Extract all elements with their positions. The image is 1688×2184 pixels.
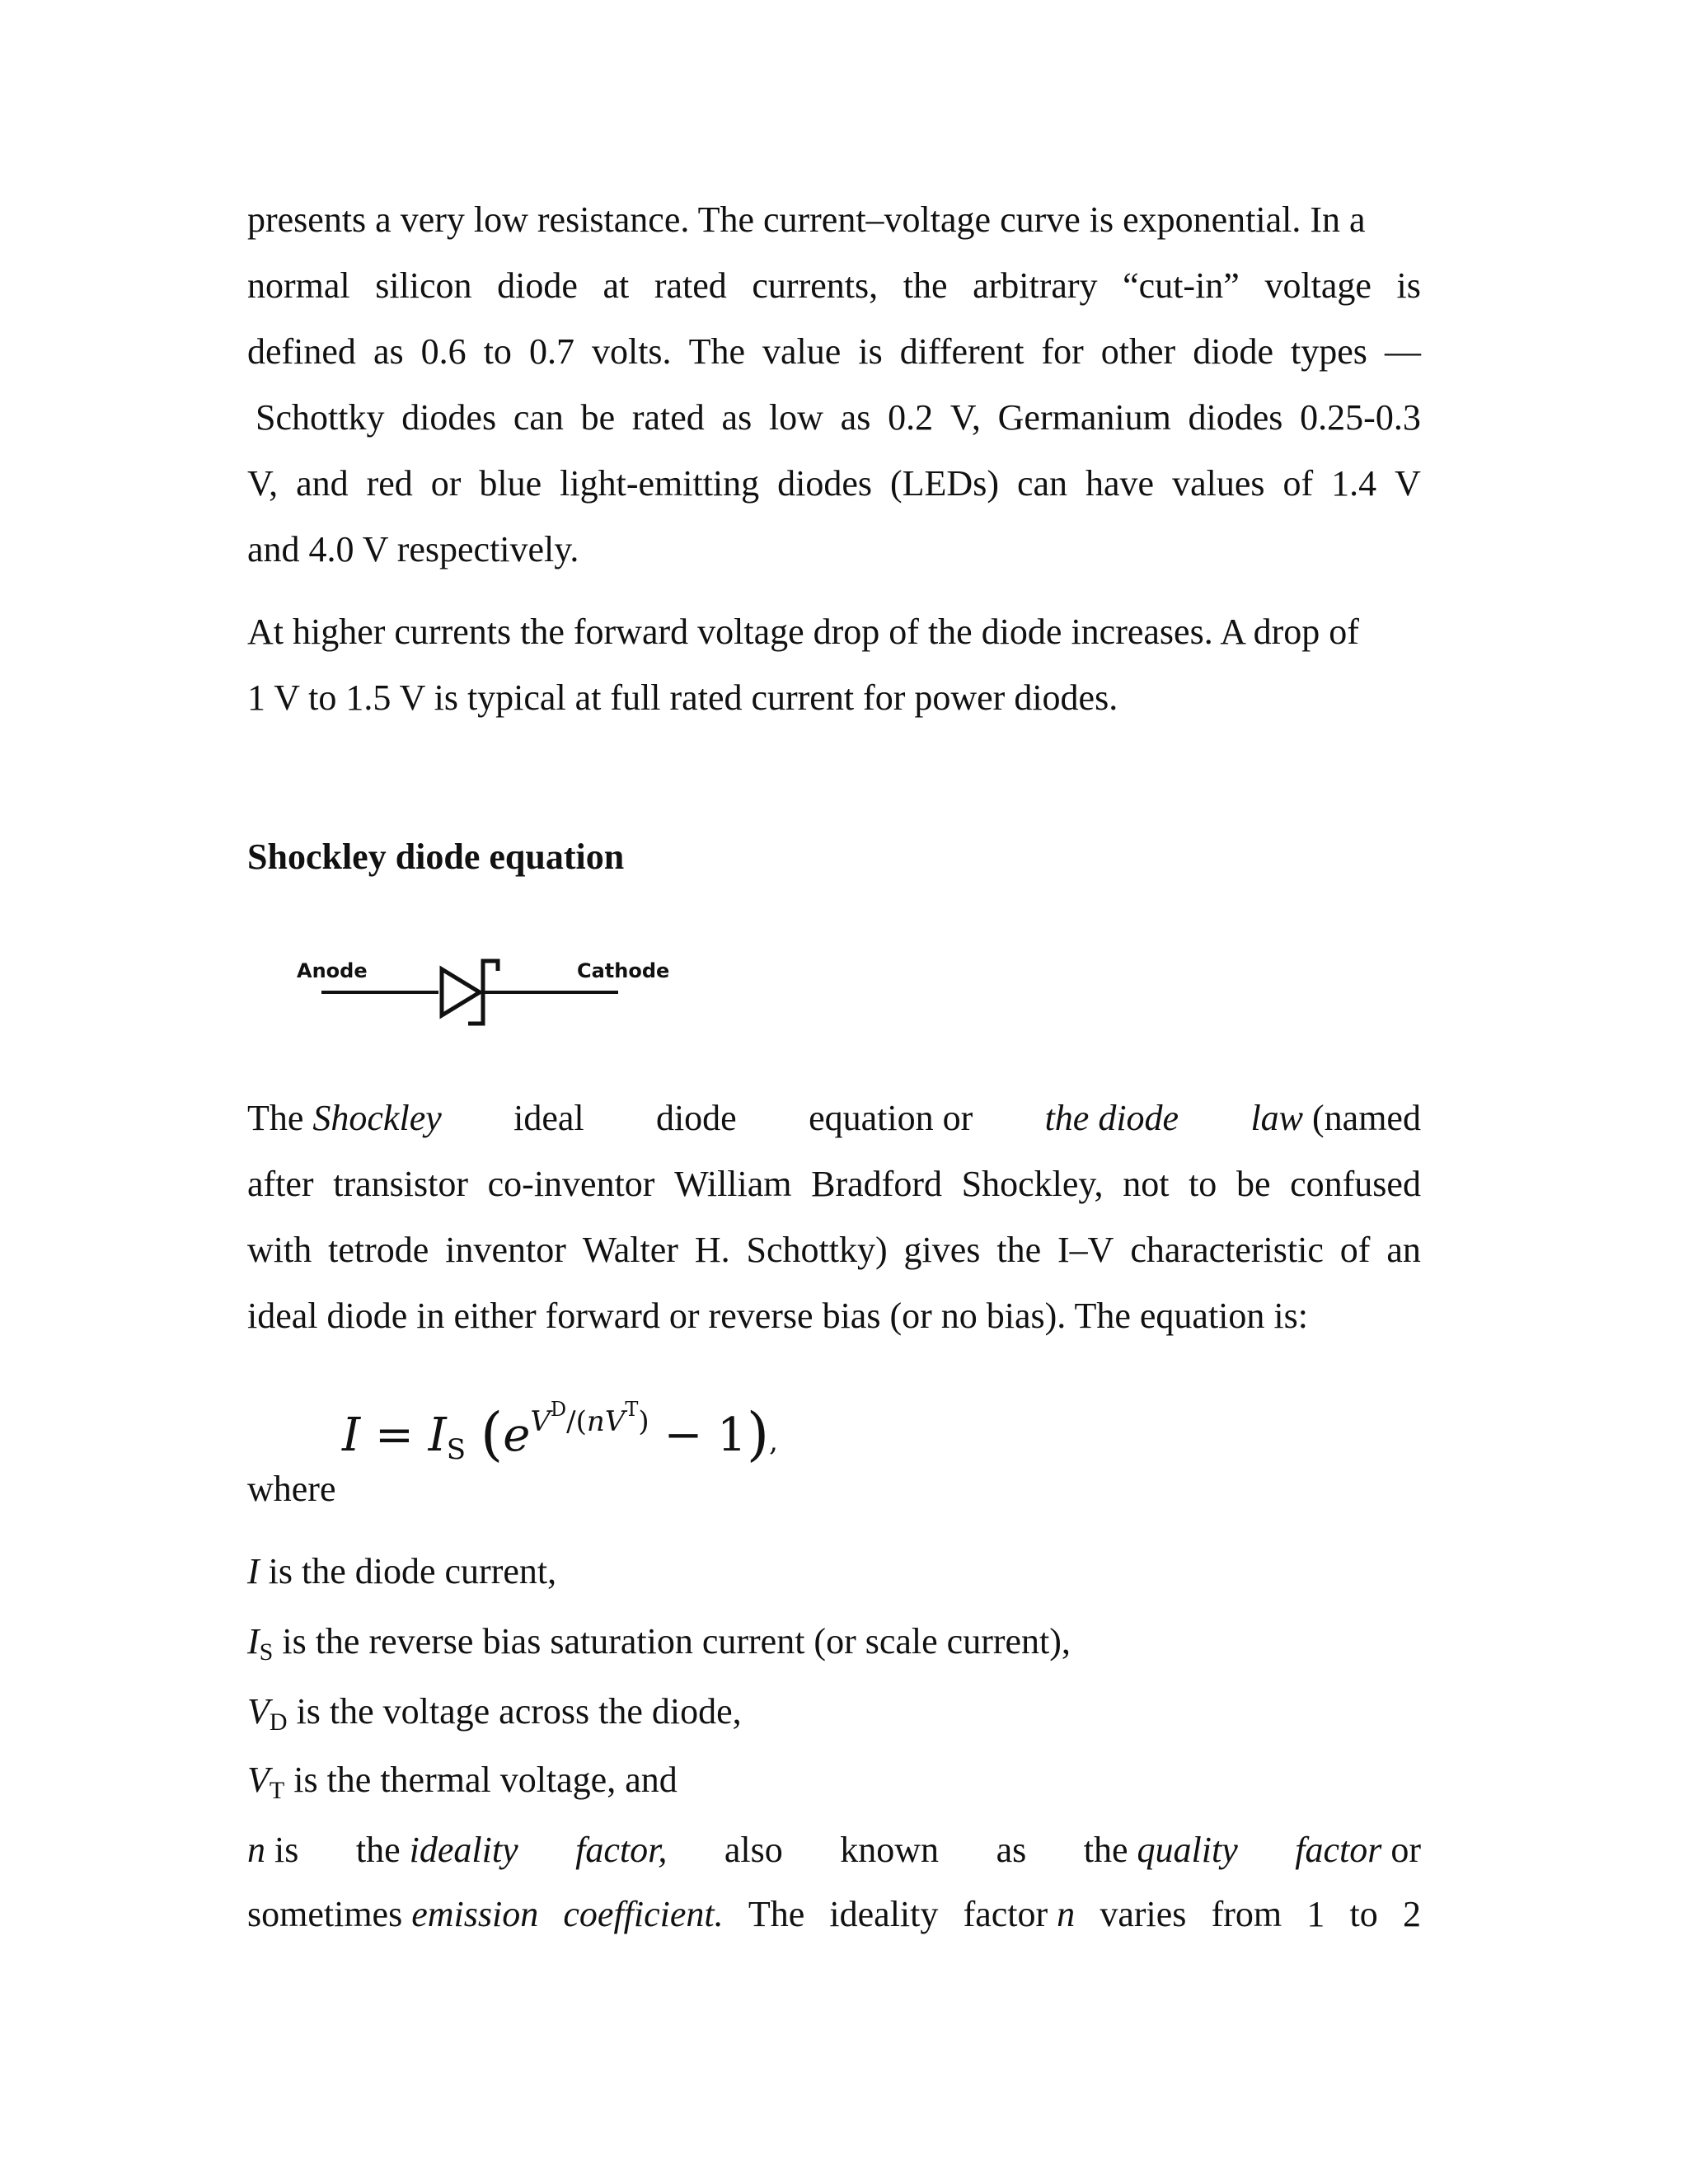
word: transistor — [333, 1164, 468, 1204]
word: 0.6 — [420, 331, 467, 372]
eq-exp-v: V — [530, 1405, 551, 1438]
word: be — [580, 397, 616, 438]
word: of — [1339, 1230, 1371, 1270]
word: the — [355, 1830, 401, 1870]
word-shockley: Shockley — [312, 1098, 442, 1138]
word: 0.7 — [528, 331, 574, 372]
def-vt-symbol: V — [247, 1760, 270, 1800]
word: rated — [631, 397, 705, 438]
word: also — [724, 1830, 783, 1870]
word: Schottky — [256, 397, 385, 438]
eq-exp-n: n — [586, 1405, 605, 1438]
word: different — [899, 331, 1025, 372]
word: confused — [1290, 1164, 1421, 1204]
def-vt-text: is the thermal voltage, and — [284, 1760, 678, 1800]
word: factor — [963, 1894, 1048, 1934]
word: to — [1189, 1164, 1217, 1204]
eq-right-paren: ) — [746, 1400, 770, 1468]
def-i-text: is the diode current, — [259, 1551, 557, 1591]
last-line — [247, 1890, 1421, 1939]
eq-minus-one: − 1 — [649, 1408, 747, 1462]
word: diode — [497, 265, 578, 306]
word: H. — [694, 1230, 730, 1270]
word: (named — [1312, 1098, 1421, 1138]
paragraph1-line5 — [247, 459, 1421, 509]
word: The — [748, 1894, 805, 1934]
paragraph3-line2 — [247, 1160, 1421, 1209]
word: currents, — [752, 265, 879, 306]
word: an — [1386, 1230, 1421, 1270]
definition-n-line — [247, 1825, 1421, 1875]
word: and — [296, 463, 349, 504]
word: ideality — [829, 1894, 939, 1934]
word: Germanium — [997, 397, 1171, 438]
word: to — [1349, 1894, 1378, 1934]
word: William — [674, 1164, 792, 1204]
word: types — [1291, 331, 1367, 372]
word: not — [1123, 1164, 1170, 1204]
word: V — [1395, 463, 1421, 504]
word-the-diode: the diode — [1044, 1098, 1179, 1138]
paragraph3-line4: ideal diode in either forward or reverse bias (or no bias). The equation is: — [247, 1296, 1308, 1336]
definition-vd — [247, 1687, 1421, 1736]
word: The — [688, 331, 745, 372]
word: Schottky) — [746, 1230, 888, 1270]
word: arbitrary — [973, 265, 1098, 306]
word: Bradford — [811, 1164, 942, 1204]
word: low — [768, 397, 823, 438]
word: characteristic — [1130, 1230, 1324, 1270]
word: can — [513, 397, 564, 438]
paragraph2-line2: 1 V to 1.5 V is typical at full rated current for power diodes. — [247, 677, 1118, 718]
word: V, — [247, 463, 279, 504]
word: 0.25-0.3 — [1300, 397, 1421, 438]
word: equation or — [809, 1098, 973, 1138]
word-coefficient: coefficient. — [563, 1894, 724, 1934]
word: to — [483, 331, 512, 372]
word: from — [1211, 1894, 1282, 1934]
word: is — [274, 1830, 299, 1870]
paragraph1-line2 — [247, 261, 1421, 311]
word: blue — [479, 463, 542, 504]
eq-exp-vt-sub: T — [625, 1398, 639, 1421]
eq-exp-vt: V — [604, 1405, 626, 1438]
word: co-inventor — [487, 1164, 655, 1204]
word: be — [1236, 1164, 1271, 1204]
word: diode — [1193, 331, 1273, 372]
word-quality: quality — [1137, 1830, 1238, 1870]
word: tetrode — [328, 1230, 429, 1270]
definition-is — [247, 1617, 1421, 1666]
word: or — [1390, 1830, 1421, 1870]
word: the — [996, 1230, 1042, 1270]
word: have — [1085, 463, 1155, 504]
word: — — [1384, 331, 1421, 372]
eq-exp-v-sub: D — [550, 1398, 567, 1421]
word: is — [858, 331, 883, 372]
word-factor: factor — [1295, 1830, 1382, 1870]
paragraph1-line4 — [256, 393, 1421, 443]
paragraph3-line1 — [247, 1094, 1421, 1143]
word: (LEDs) — [890, 463, 999, 504]
word: gives — [903, 1230, 981, 1270]
word: values — [1172, 463, 1265, 504]
word: as — [721, 397, 753, 438]
eq-is-subscript: S — [446, 1433, 467, 1466]
def-is-subscript: S — [259, 1638, 274, 1666]
word: red — [366, 463, 413, 504]
word: is — [1396, 265, 1421, 306]
word-n: n — [1057, 1894, 1076, 1934]
paragraph1-line1: presents a very low resistance. The current–voltage curve is exponential. In a — [247, 199, 1366, 240]
paragraph1-line3 — [247, 327, 1421, 377]
word: 0.2 — [888, 397, 934, 438]
word: as — [373, 331, 404, 372]
def-vd-symbol: V — [247, 1691, 270, 1732]
word: of — [1282, 463, 1314, 504]
word: 2 — [1402, 1894, 1421, 1934]
word: or — [430, 463, 462, 504]
word: 1 — [1306, 1894, 1325, 1934]
word-n: n — [247, 1830, 265, 1870]
definition-vt — [247, 1755, 1421, 1805]
word: the — [903, 265, 948, 306]
paragraph1-line6: and 4.0 V respectively. — [247, 529, 579, 569]
word: can — [1016, 463, 1068, 504]
where-label: where — [247, 1469, 336, 1509]
word: 1.4 — [1331, 463, 1377, 504]
eq-exp-mid: /( — [566, 1405, 587, 1438]
eq-current-symbol: I — [342, 1408, 361, 1462]
word: Walter — [582, 1230, 678, 1270]
definition-i — [247, 1547, 1421, 1596]
word: diodes — [777, 463, 873, 504]
def-vt-subscript: T — [269, 1777, 285, 1804]
def-is-text: is the reverse bias saturation current (or scale current), — [273, 1621, 1071, 1661]
anode-label: Anode — [297, 959, 368, 982]
word: value — [762, 331, 842, 372]
diode-symbol-diagram — [288, 948, 717, 1026]
word: defined — [247, 331, 356, 372]
eq-left-paren: ( — [480, 1400, 504, 1468]
shockley-equation — [342, 1376, 778, 1468]
word: normal — [247, 265, 350, 306]
def-vd-text: is the voltage across the diode, — [287, 1691, 742, 1732]
word: diodes — [401, 397, 497, 438]
word: varies — [1100, 1894, 1187, 1934]
word: “cut-in” — [1123, 265, 1240, 306]
word: diode — [655, 1098, 737, 1138]
word: V, — [950, 397, 981, 438]
def-i-symbol: I — [247, 1551, 260, 1591]
eq-equals: = — [374, 1408, 414, 1462]
word: diodes — [1188, 397, 1283, 438]
word: ideal — [513, 1098, 584, 1138]
cathode-label: Cathode — [577, 959, 670, 982]
word: for — [1041, 331, 1084, 372]
word-ideality: ideality — [409, 1830, 518, 1870]
word: as — [996, 1830, 1027, 1870]
eq-exponent — [530, 1398, 649, 1438]
word: light-emitting — [560, 463, 760, 504]
paragraph2-line1: At higher currents the forward voltage drop of the diode increases. A drop of — [247, 612, 1359, 652]
word: inventor — [445, 1230, 566, 1270]
eq-is-symbol: I — [428, 1408, 447, 1462]
word: volts. — [591, 331, 672, 372]
eq-e: e — [503, 1408, 531, 1462]
eq-exp-close: ) — [638, 1405, 649, 1438]
section-heading: Shockley diode equation — [247, 837, 625, 877]
word: silicon — [375, 265, 472, 306]
word: other — [1100, 331, 1176, 372]
word: Shockley, — [961, 1164, 1104, 1204]
paragraph3-line3 — [247, 1226, 1421, 1275]
word-law: law — [1250, 1098, 1304, 1138]
word: at — [603, 265, 630, 306]
word: The — [247, 1098, 304, 1138]
word: sometimes — [247, 1894, 403, 1934]
word: the — [1083, 1830, 1128, 1870]
def-is-symbol: I — [247, 1621, 260, 1661]
word: after — [247, 1164, 314, 1204]
word: I–V — [1057, 1230, 1114, 1270]
word: with — [247, 1230, 312, 1270]
eq-comma: , — [769, 1425, 778, 1458]
diode-triangle — [442, 969, 480, 1015]
word-factor: factor, — [575, 1830, 668, 1870]
word: as — [840, 397, 871, 438]
word: known — [840, 1830, 940, 1870]
def-vd-subscript: D — [269, 1708, 288, 1736]
word: rated — [654, 265, 727, 306]
word-emission: emission — [411, 1894, 539, 1934]
word: voltage — [1264, 265, 1372, 306]
